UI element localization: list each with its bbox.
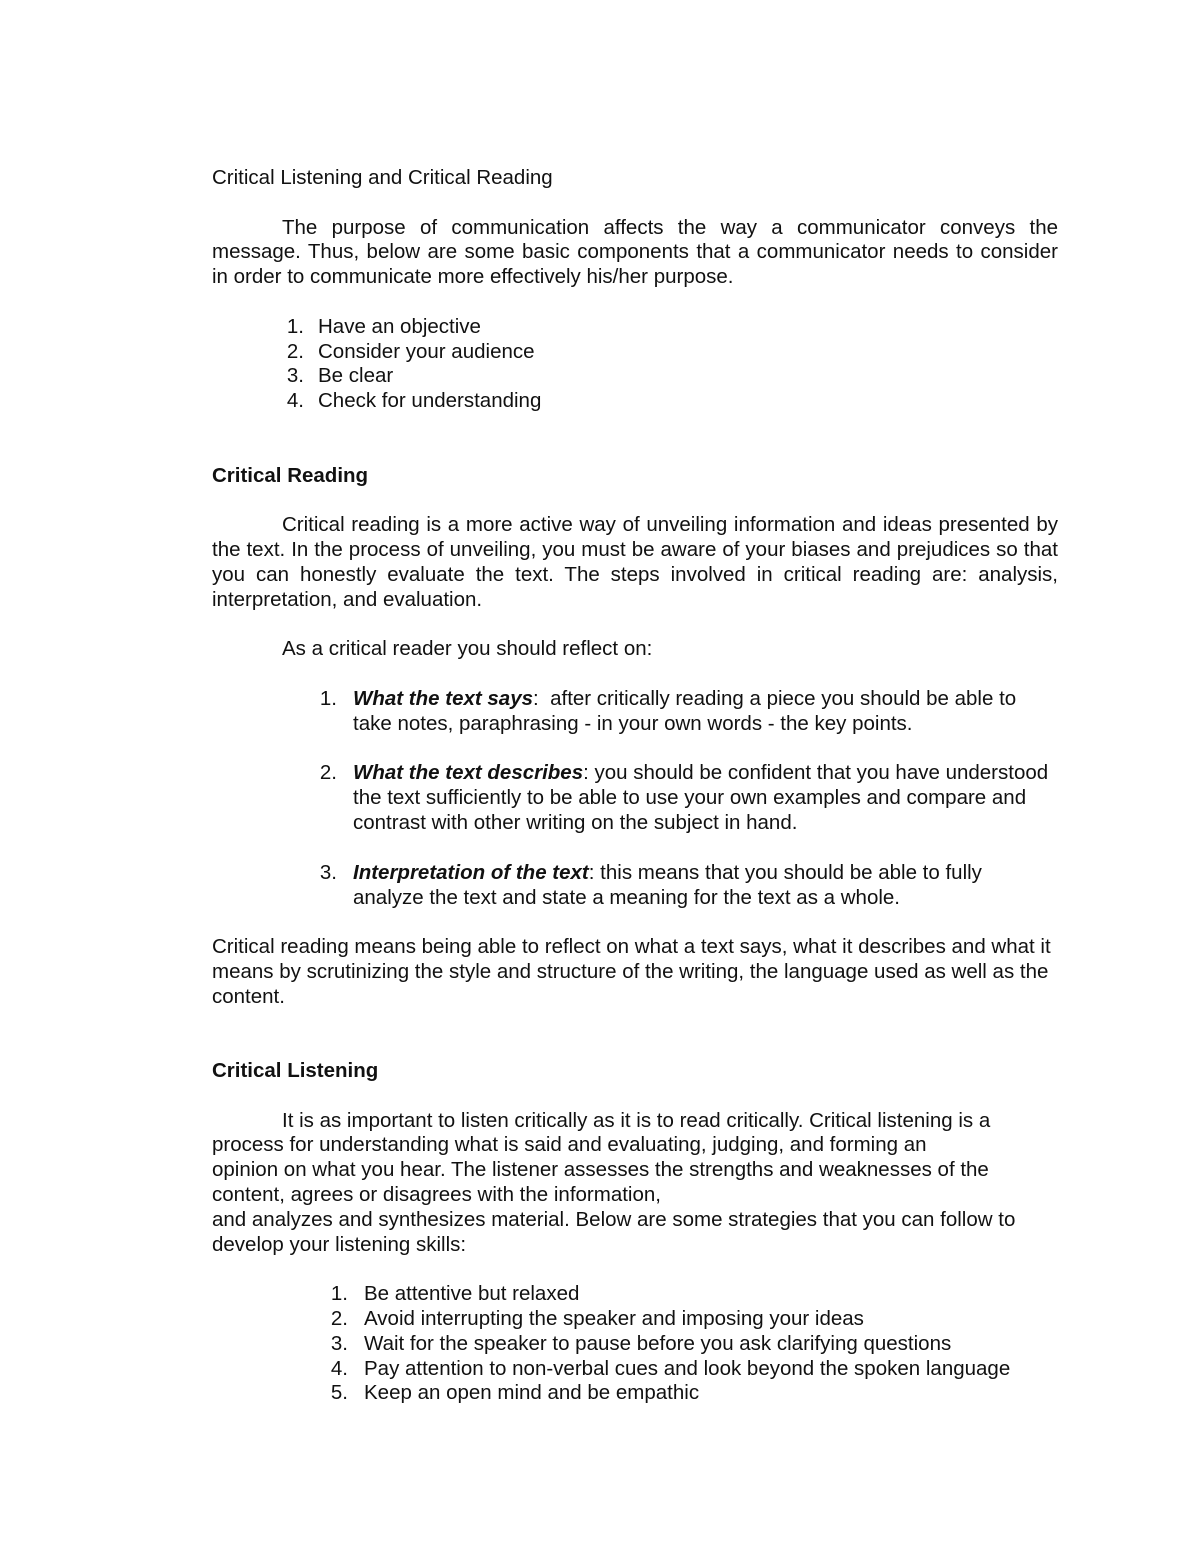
list-item: [284, 315, 1058, 340]
list-number: 2.: [286, 339, 304, 363]
list-item-text: you should be confident that you have understood the text sufficiently to be able to use your own examples and compare and contrast with other writing on the subject in hand.: [353, 761, 1049, 834]
list-item-term: Interpretation of the text: [353, 860, 589, 884]
spacer: [212, 1257, 1058, 1282]
list-item: [328, 1381, 1058, 1406]
critical-reading-closing: Critical reading means being able to reflect on what a text says, what it describes and what it means by scrutinizing the style and structure of the writing, the language used as well as the content.: [212, 935, 1051, 1008]
list-number: 5.: [330, 1381, 348, 1405]
list-item: [284, 340, 1058, 365]
spacer: [212, 910, 1058, 935]
spacer: [212, 612, 1058, 637]
strategies-list: [328, 1282, 1058, 1406]
list-number: 1.: [330, 1282, 348, 1306]
critical-listening-paragraph: [212, 1109, 1058, 1258]
spacer: [212, 1084, 1058, 1109]
list-item: [284, 364, 1058, 389]
spacer: [212, 290, 1058, 315]
page-content: [212, 166, 1058, 1406]
list-item-text: this means that you should be able to fully analyze the text and state a meaning for the text as a whole.: [353, 860, 982, 909]
list-item-text: Have an objective: [318, 314, 481, 338]
list-item-separator: :: [533, 686, 551, 710]
list-number: 1.: [286, 314, 304, 338]
list-item-text: Be clear: [318, 364, 394, 388]
paragraph-line: and analyzes and synthesizes material. Below are some strategies that you can follow to: [212, 1207, 1016, 1231]
list-item: [317, 861, 1058, 911]
list-number: 2.: [319, 761, 337, 785]
spacer: [212, 1010, 1058, 1060]
spacer: [212, 488, 1058, 513]
paragraph-line: develop your listening skills:: [212, 1232, 467, 1256]
list-number: 4.: [286, 389, 304, 413]
list-item-term: What the text describes: [353, 761, 584, 785]
list-item: [317, 687, 1058, 737]
list-number: 3.: [286, 364, 304, 388]
paragraph-line: It is as important to listen critically as it is to read critically. Critical listening is a: [282, 1108, 991, 1132]
spacer: [212, 191, 1058, 216]
section-heading-critical-listening: Critical Listening: [212, 1059, 379, 1083]
list-item-text: after critically reading a piece you should be able to take notes, paraphrasing - in your own words - the key points.: [353, 686, 1017, 735]
document-title: Critical Listening and Critical Reading: [212, 166, 553, 189]
list-item-separator: :: [588, 860, 601, 884]
list-number: 2.: [330, 1307, 348, 1331]
list-item-text: Wait for the speaker to pause before you ask clarifying questions: [364, 1331, 952, 1355]
critical-reading-paragraph: Critical reading is a more active way of unveiling information and ideas presented by the text. In the process of unveiling, you must be aware of your biases and prejudices so that you can honestly evaluate the text. The steps involved in critical reading are: analysis, interpretation, and evaluation.: [212, 513, 1058, 611]
list-number: 3.: [319, 860, 337, 884]
list-number: 4.: [330, 1356, 348, 1380]
list-item: [328, 1357, 1058, 1382]
list-number: 1.: [319, 686, 337, 710]
list-item: [284, 389, 1058, 414]
list-item-separator: :: [583, 761, 595, 785]
intro-paragraph: The purpose of communication affects the way a communicator conveys the message. Thus, below are some basic components that a communicator needs to consider in order to communicate more effectively his/her purpose.: [212, 215, 1058, 289]
list-item-text: Keep an open mind and be empathic: [364, 1381, 700, 1405]
list-item: [328, 1282, 1058, 1307]
spacer: [212, 414, 1058, 464]
list-item-text: Pay attention to non-verbal cues and look beyond the spoken language: [364, 1356, 1011, 1380]
components-list: [284, 315, 1058, 414]
list-number: 3.: [330, 1331, 348, 1355]
reflect-list: [317, 687, 1058, 911]
list-item: [328, 1307, 1058, 1332]
list-item: [317, 761, 1058, 835]
paragraph-line: process for understanding what is said and evaluating, judging, and forming an: [212, 1133, 927, 1157]
spacer: [212, 662, 1058, 687]
list-item-term: What the text says: [353, 686, 533, 710]
section-heading-critical-reading: Critical Reading: [212, 463, 369, 487]
paragraph-line: content, agrees or disagrees with the information,: [212, 1183, 661, 1207]
list-item: [328, 1332, 1058, 1357]
list-item-text: Check for understanding: [318, 389, 542, 413]
list-item-text: Avoid interrupting the speaker and imposing your ideas: [364, 1307, 864, 1331]
list-item-text: Be attentive but relaxed: [364, 1282, 580, 1306]
list-item-text: Consider your audience: [318, 339, 535, 363]
paragraph-line: opinion on what you hear. The listener assesses the strengths and weaknesses of the: [212, 1158, 989, 1182]
reflect-intro: As a critical reader you should reflect on:: [282, 637, 653, 661]
